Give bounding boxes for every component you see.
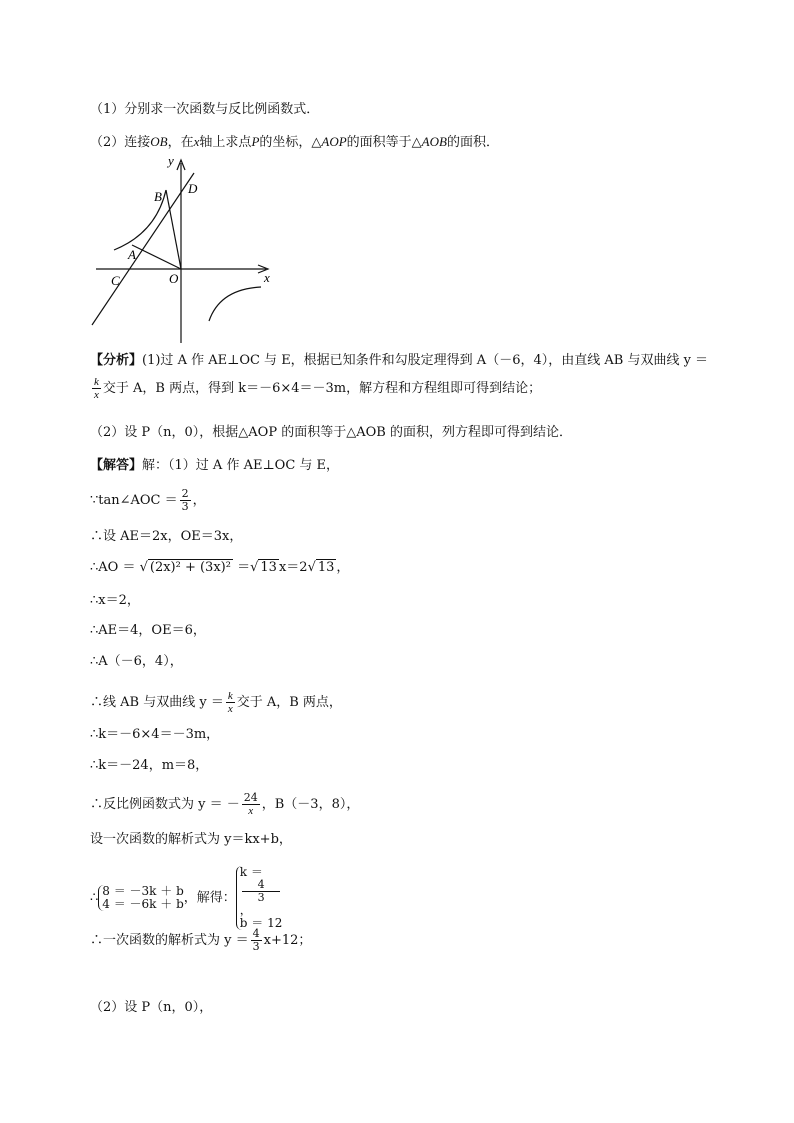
segment-oa: [132, 245, 181, 269]
solution-line-7: ∴A（－6，4），: [90, 654, 183, 669]
fraction-k-over-x-2: $\frac{k}{x}$: [227, 690, 233, 715]
solution-system: k ＝ 4 3 ， b ＝ 12: [236, 866, 283, 930]
solution-line-9: ∴k＝－6×4＝－3m，: [90, 727, 220, 742]
fraction-k-over-x: $\frac{k}{x}$: [94, 376, 99, 401]
solution-line-8: ∴线 AB 与双曲线 y ＝ $\frac{k}{x}$ 交于 A，B 两点，: [90, 690, 342, 715]
solution-line-3: ∴设 AE＝2x，OE＝3x，: [90, 529, 243, 544]
label-y: y: [168, 155, 174, 168]
question-2: （2）连接OB，在x轴上求点P的坐标，△AOP的面积等于△AOB的面积．: [90, 134, 499, 150]
solution-line-12: 设一次函数的解析式为 y＝kx+b，: [90, 832, 292, 847]
solution-line-15: （2）设 P（n，0），: [90, 1000, 213, 1015]
label-b: B: [154, 189, 162, 204]
analysis-line-1: 【分析】(1)过 A 作 AE⊥OC 与 E，根据已知条件和勾股定理得到 A（－6，4），由直线 AB 与双曲线 y ＝: [90, 353, 709, 368]
label-a: A: [128, 247, 136, 262]
fraction-24-over-x: $\frac{24}{x}$: [243, 791, 258, 817]
label-d: D: [188, 181, 198, 196]
question-1: （1）分别求一次函数与反比例函数式．: [90, 102, 320, 117]
equation-system: 8 ＝ －3k ＋ b 4 ＝ －6k ＋ b: [98, 885, 183, 911]
solution-line-14: ∴一次函数的解析式为 y ＝ $\frac{4}{3}$ x+12；: [90, 927, 312, 953]
solution-line-10: ∴k＝－24，m＝8，: [90, 758, 209, 773]
hyperbola-branch-lower: [209, 287, 261, 321]
function-graph-figure: [86, 155, 286, 345]
solution-line-2: ∵tan∠AOC ＝ $\frac{2}{3}$ ，: [90, 487, 206, 513]
solution-line-11: ∴反比例函数式为 y ＝ － $\frac{24}{x}$ ，B（－3，8），: [90, 791, 360, 817]
analysis-line-2: $\frac{k}{x}$ 交于 A，B 两点，得到 k＝－6×4＝－3m，解方程和方程组即可得到结论；: [94, 376, 542, 401]
line-ab: [92, 173, 194, 325]
analysis-line-3: （2）设 P（n，0），根据△AOP 的面积等于△AOB 的面积，列方程即可得到结论．: [90, 425, 572, 440]
solution-line-5: ∴x＝2，: [90, 593, 140, 608]
fraction-4-3: $\frac{4}{3}$: [252, 927, 260, 953]
segment-ob: [166, 190, 181, 269]
solution-line-4: ∴AO ＝ √ (2x)² + (3x)² ＝√ 13 x＝2√ 13 ，: [90, 560, 350, 575]
label-x: x: [264, 270, 270, 285]
fraction-2-3: $\frac{2}{3}$: [181, 487, 189, 513]
label-c: C: [111, 273, 120, 288]
label-o: O: [169, 271, 179, 286]
sqrt-expression: (2x)² + (3x)²: [149, 560, 231, 575]
solution-line-13: ∴ 8 ＝ －3k ＋ b 4 ＝ －6k ＋ b ，解得： k ＝ 4 3 ， b ＝ 12: [90, 865, 283, 930]
solution-line-6: ∴AE＝4，OE＝6，: [90, 623, 206, 638]
solution-line-1: 【解答】解：（1）过 A 作 AE⊥OC 与 E，: [90, 458, 340, 473]
